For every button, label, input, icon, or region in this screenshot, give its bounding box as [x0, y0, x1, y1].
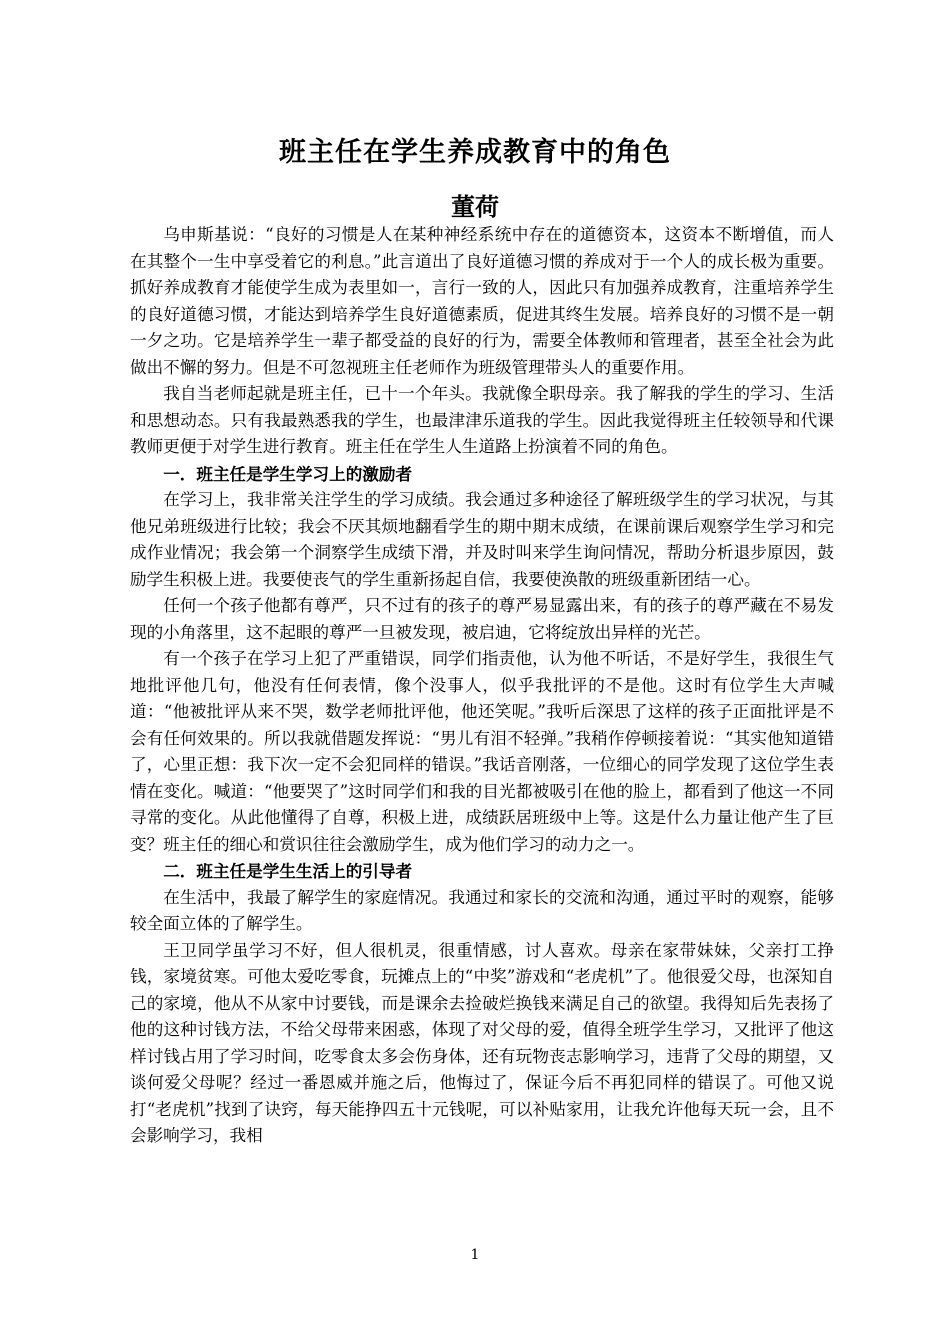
paragraph: 在学习上，我非常关注学生的学习成绩。我会通过多种途径了解班级学生的学习状况，与其他兄弟班级进行比较；我会不厌其烦地翻看学生的期中期末成绩，在课前课后观察学生学习和完成作业情况；我会第一个洞察学生成绩下滑，并及时叫来学生询问情况，帮助分析退步原因，鼓励学生积极上进。我要使丧气的学生重新扬起自信，我要使涣散的班级重新团结一心。 — [130, 490, 834, 589]
document-body — [130, 222, 834, 1150]
paragraph: 我自当老师起就是班主任，已十一个年头。我就像全职母亲。我了解我的学生的学习、生活和思想动态。只有我最熟悉我的学生，也最津津乐道我的学生。因此我觉得班主任较领导和代课教师更便于对学生进行教育。班主任在学生人生道路上扮演着不同的角色。 — [130, 384, 834, 456]
section-heading: 二．班主任是学生生活上的引导者 — [163, 861, 413, 881]
paragraph: 任何一个孩子他都有尊严，只不过有的孩子的尊严易显露出来，有的孩子的尊严藏在不易发现的小角落里，这不起眼的尊严一旦被发现，被启迪，它将绽放出异样的光芒。 — [130, 596, 834, 642]
paragraph: 王卫同学虽学习不好，但人很机灵，很重情感，讨人喜欢。母亲在家带妹妹，父亲打工挣钱，家境贫寒。可他太爱吃零食，玩摊点上的“中奖”游戏和“老虎机”了。他很爱父母，也深知自己的家境，他从不从家中讨要钱，而是课余去捡破烂换钱来满足自己的欲望。我得知后先表扬了他的这种讨钱方法，不给父母带来困惑，体现了对父母的爱，值得全班学生学习，又批评了他这样讨钱占用了学习时间，吃零食太多会伤身体，还有玩物丧志影响学习，违背了父母的期望，又谈何爱父母呢？经过一番恩威并施之后，他悔过了，保证今后不再犯同样的错误了。可他又说打“老虎机”找到了诀窍，每天能挣四五十元钱呢，可以补贴家用，让我允许他每天玩一会，且不会影响学习，我相 — [130, 940, 834, 1145]
paragraph: 乌申斯基说：“良好的习惯是人在某种神经系统中存在的道德资本，这资本不断增值，而人在其整个一生中享受着它的利息。”此言道出了良好道德习惯的养成对于一个人的成长极为重要。抓好养成教育才能使学生成为表里如一，言行一致的人，因此只有加强养成教育，注重培养学生的良好道德习惯，才能达到培养学生良好道德素质，促进其终生发展。培养良好的习惯不是一朝一夕之功。它是培养学生一辈子都受益的良好的行为，需要全体教师和管理者，甚至全社会为此做出不懈的努力。但是不可忽视班主任老师作为班级管理带头人的重要作用。 — [130, 225, 834, 377]
paragraph: 在生活中，我最了解学生的家庭情况。我通过和家长的交流和沟通，通过平时的观察，能够较全面立体的了解学生。 — [130, 887, 834, 933]
paragraph: 有一个孩子在学习上犯了严重错误，同学们指责他，认为他不听话，不是好学生，我很生气地批评他几句，他没有任何表情，像个没事人，似乎我批评的不是他。这时有位学生大声喊道：“他被批评从来不哭，数学老师批评他，他还笑呢。”我听后深思了这样的孩子正面批评是不会有任何效果的。所以我就借题发挥说：“男儿有泪不轻弹。”我稍作停顿接着说：“其实他知道错了，心里正想：我下次一定不会犯同样的错误。”我话音刚落，一位细心的同学发现了这位学生表情在变化。喊道：“他要哭了”这时同学们和我的目光都被吸引在他的脸上，都看到了他这一不同寻常的变化。从此他懂得了自尊，积极上进，成绩跃居班级中上等。这是什么力量让他产生了巨变？班主任的细心和赏识往往会激励学生，成为他们学习的动力之一。 — [130, 649, 834, 854]
section-heading: 一．班主任是学生学习上的激励者 — [163, 463, 413, 484]
document-title: 班主任在学生养成教育中的角色 — [279, 137, 671, 168]
page-number: 1 — [470, 1247, 480, 1263]
author-name: 董荷 — [451, 192, 499, 221]
